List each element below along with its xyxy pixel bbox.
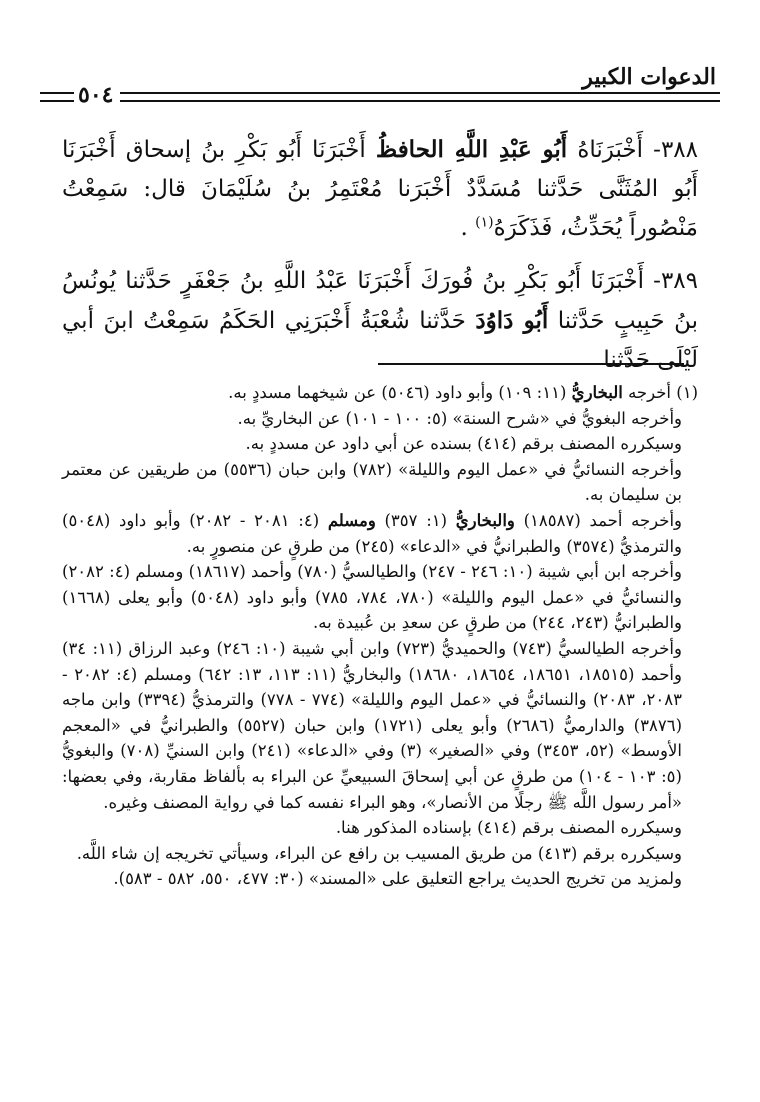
footnote-line: وسيكرره المصنف برقم (٤١٤) بإسناده المذكور هنا. xyxy=(335,818,682,838)
page-number: ٥٠٤ xyxy=(78,82,114,108)
footnote-line: وسيكرره برقم (٤١٣) من طريق المسيب بن رافع عن البراء، وسيأتي تخريجه إن شاء اللَّه. xyxy=(76,843,682,863)
footnote-line: وأخرجه ابن أبي شيبة (١٠: ٢٤٦ - ٢٤٧) والطيالسيُّ (٧٨٠) وأحمد (١٨٦١٧) ومسلم (٤: ٢٠٨٢) والنسائيُّ في «عمل اليوم والليلة» (٧٨٠، ٧٨٤، ٧٨٥) وأبو داود (٥٠٤٨) وأبو يعلى (١٦٦٨) والطبرانيُّ (٢٤٣، ٢٤٤) من طرقٍ عن سعدِ بن عُبيدة به. xyxy=(62,562,683,633)
footnote-line: وسيكرره المصنف برقم (٤١٤) بسنده عن أبي داود عن مسددٍ به. xyxy=(245,434,682,454)
footnote-text: أخرجه xyxy=(628,383,671,402)
running-title: الدعوات الكبير xyxy=(582,64,716,90)
hadith-text: حَدَّثنا شُعْبَةُ أَخْبَرَنِي الحَكَمُ سَمِعْتُ ابنَ أبي لَيْلَى حَدَّثنا xyxy=(62,308,698,373)
footnote-text: (٤: ٢٠٨١ - ٢٠٨٢) وأبو داود (٥٠٤٨) والترمذيُّ (٣٥٧٤) والطبرانيُّ في «الدعاء» (٢٤٥) من طرقٍ عن منصورٍ به. xyxy=(62,510,682,556)
footnote-reference[interactable]: (١) xyxy=(475,214,494,231)
hadith-text: أَخْبَرَنَا أَبُو بَكْرِ بنُ فُورَكَ أَخْبَرَنَا عَبْدُ اللَّهِ بنُ جَعْفَرٍ حَدَّثنا يُونُسُ بنُ حَبِيبٍ حَدَّثنا xyxy=(62,268,699,334)
footnote-separator xyxy=(378,363,684,365)
footnote-number: (١) xyxy=(676,383,698,402)
footnote-line xyxy=(62,508,698,559)
footnote-line xyxy=(62,380,698,406)
sentence-end: . xyxy=(460,215,468,241)
hadith-text: أَخْبَرَنَا أَبُو بَكْرِ بنُ إسحاق أَخْبَرَنَا أَبُو المُثَنَّى حَدَّثنا مُسَدَّدٌ أَخْبَرَنا مُعْتَمِرُ بنُ سُلَيْمَانَ قال: سَمِعْتُ مَنْصُوراً يُحَدِّثُ، فَذَكَرَهُ xyxy=(62,137,698,241)
hadith-number: ٣٨٨- xyxy=(653,137,699,163)
footnote-line: ولمزيد من تخريج الحديث يراجع التعليق على «المسند» (٣٠: ٤٧٧، ٥٥٠، ٥٨٢ - ٥٨٣). xyxy=(113,869,682,889)
header-rule-right xyxy=(120,92,720,102)
footnote-bold-name: والبخاريُّ xyxy=(455,510,515,530)
hadith-388 xyxy=(62,130,698,248)
footnote-line: وأخرجه البغويُّ في «شرح السنة» (٥: ١٠٠ - ١٠١) عن البخاريِّ به. xyxy=(237,408,682,428)
footnote-text: (١١: ١٠٩) وأبو داود (٥٠٤٦) عن شيخهما مسددٍ به. xyxy=(228,383,567,402)
footnotes xyxy=(62,380,698,892)
narrator-name: أَبُو عَبْدِ اللَّهِ الحافظُ xyxy=(375,136,568,163)
footnote-text: (١: ٣٥٧) xyxy=(384,510,448,530)
footnote-line: وأخرجه الطيالسيُّ (٧٤٣) والحميديُّ (٧٢٣) وابن أبي شيبة (١٠: ٢٤٦) وعبد الرزاق (١١: ٣٤) وأحمد (١٨٥١٥، ١٨٦٥١، ١٨٦٥٤، ١٨٦٨٠) والبخاريُّ (١١: ١١٣، ١٣: ٦٤٢) ومسلم (٤: ٢٠٨٢ - ٢٠٨٣، ٢٠٨٣) والنسائيُّ في «عمل اليوم والليلة» (٧٧٤ - ٧٧٨) والترمذيُّ (٣٣٩٤) وابن ماجه (٣٨٧٦) والدارميُّ (٢٦٨٦) وأبو يعلى (١٧٢١) وابن حبان (٥٥٢٧) والطبرانيُّ في «المعجم الأوسط» (٥٢، ٣٤٥٣) وفي «الصغير» (٣) وفي «الدعاء» (٢٤١) وابن السنيِّ (٧٠٨) والبغويُّ (٥: ١٠٣ - ١٠٤) من طرقٍ عن أبي إسحاقَ السبيعيِّ عن البراء به بألفاظ مقاربة، وفي بعضها: «أمر رسول اللَّه ﷺ رجلًا من الأنصار»، وهو البراء نفسه كما في رواية المصنف وغيره. xyxy=(62,638,683,812)
footnote-text: وأخرجه أحمد (١٨٥٨٧) xyxy=(523,510,683,530)
footnote-bold-name: ومسلم xyxy=(327,510,376,530)
hadith-number: ٣٨٩- xyxy=(653,268,699,294)
narrator-name: أَبُو دَاوُدَ xyxy=(475,307,549,334)
main-text xyxy=(62,130,698,394)
header-rule-left xyxy=(40,92,74,102)
footnote-bold-name: البخاريُّ xyxy=(571,383,623,402)
hadith-text: أَخْبَرَنَاهُ xyxy=(577,137,644,163)
footnote-line: وأخرجه النسائيُّ في «عمل اليوم والليلة» (٧٨٢) وابن حبان (٥٥٣٦) من طريقين عن معتمر بن سليمان به. xyxy=(62,459,682,505)
